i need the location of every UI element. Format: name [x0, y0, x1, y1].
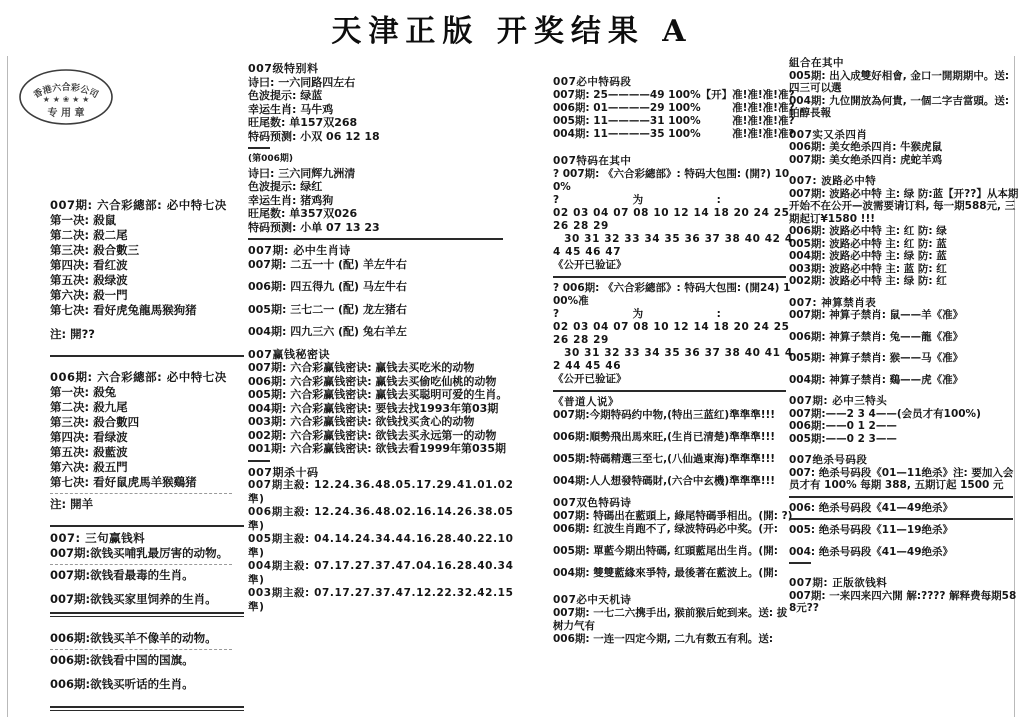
text-line: 007期: 美女绝杀四肖: 虎蛇羊鸡	[789, 153, 943, 166]
text-line: 006期: 波路必中特 主: 红 防: 绿	[789, 225, 947, 237]
text-line: 30 31 32 33 34 35 36 37 38 40 41 42 44 45 46	[553, 347, 793, 372]
text-line: 007期: 六合彩總部: 必中特七决	[50, 198, 227, 212]
text-line: 007: 绝杀号码段《01—11绝杀》注: 要加入会员才有 100% 每期 388, 五期订起 1500 元	[789, 466, 1014, 491]
text-line: 007期: 必中生肖诗	[248, 244, 351, 257]
text-line: 006期: 神算子禁肖: 兔——龍《准》	[789, 330, 964, 343]
divider	[50, 525, 244, 527]
text-line: 007期: 一来四来四六開 解:???? 解释费每期588元??	[789, 589, 1017, 614]
spacer	[50, 692, 252, 701]
text-line: 色波提示: 绿红	[248, 180, 323, 193]
page-border-line	[7, 56, 8, 717]
text-line: 007期:欲钱看最毒的生肖。	[50, 568, 194, 582]
text-line: 幸运生肖: 猪鸡狗	[248, 193, 334, 207]
divider	[248, 147, 270, 149]
text-line: 007: 三句赢钱料	[50, 531, 146, 545]
text-line: 006期:欲钱买听话的生肖。	[50, 677, 194, 691]
text-line: 006期: 01————29 100% 准!准!准!准?	[553, 102, 795, 114]
text-line: 006期: 一连一四定今期, 二九有数五有利。送:	[553, 633, 774, 645]
spacer	[553, 141, 796, 155]
text-line: 004: 绝杀号码段《41—49绝杀》	[789, 545, 953, 558]
text-line: 第五决: 殺藍波	[50, 445, 128, 459]
spacer	[553, 558, 796, 567]
spacer	[248, 339, 514, 348]
text-line: 004期: 神算子禁肖: 鷄——虎《准》	[789, 373, 964, 386]
seal-stars: ★ ★ ❀ ★ ★	[42, 95, 90, 104]
spacer	[789, 568, 1022, 577]
spacer	[50, 622, 252, 631]
text-line: 006期: 六合彩總部: 必中特七决	[50, 370, 227, 384]
text-line: 006期: 美女绝杀四肖: 牛猴虎鼠	[789, 141, 943, 153]
text-line: 注: 開羊	[50, 497, 94, 511]
text-line: 006期:順勢飛出馬來旺,(生肖已清楚)準準準!!!	[553, 431, 776, 443]
text-line: 第三决: 殺合數四	[50, 415, 140, 429]
text-line: 007期:欲钱买家里饲养的生肖。	[50, 592, 217, 606]
text-line: 006期: 四五得九 (配) 马左牛右	[248, 280, 407, 293]
spacer	[248, 271, 514, 280]
spacer	[789, 445, 1022, 454]
column-combos	[789, 57, 1022, 615]
text-line: 注: 開??	[50, 327, 95, 341]
text-line: 004期主殺: 07.17.27.37.47.04.16.28.40.34 準)	[248, 560, 514, 586]
text-line: 第二决: 殺九尾	[50, 400, 128, 414]
text-line: 特码预测: 小单 07 13 23	[248, 220, 380, 234]
divider	[789, 496, 1013, 498]
text-line: 002期: 六合彩赢钱密诀: 欲钱去买永远第一的动物	[248, 428, 497, 442]
spacer	[50, 512, 252, 521]
text-line: 第七决: 看好虎兔龍馬猴狗猪	[50, 303, 197, 317]
divider	[50, 493, 232, 494]
text-line: 006: 绝杀号码段《41—49绝杀》	[789, 501, 953, 514]
text-line: 特码预测: 小双 06 12 18	[248, 129, 380, 143]
text-line: 007期: 神算子禁肖: 鼠——羊《准》	[789, 309, 964, 321]
text-line: 005期: 單藍今期出特碼, 红頭藍尾出生肖。(開:	[553, 545, 778, 557]
text-line: 《公开已验证》	[553, 259, 627, 271]
text-line: 005: 绝杀号码段《11—19绝杀》	[789, 524, 953, 536]
divider	[50, 612, 244, 617]
text-line: 004期: 六合彩赢钱密诀: 要钱去找1993年第03期	[248, 401, 499, 415]
text-line: 幸运生肖: 马牛鸡	[248, 102, 334, 116]
divider	[50, 564, 232, 565]
spacer	[50, 318, 252, 327]
spacer	[553, 580, 796, 594]
text-line: 007绝杀号码段	[789, 454, 868, 466]
text-line: 《公开已验证》	[553, 373, 627, 385]
text-line: 006期:——0 1 2——	[789, 420, 897, 432]
divider	[248, 238, 503, 240]
text-line: 第二决: 殺二尾	[50, 228, 128, 242]
text-line: 007期杀十码	[248, 465, 319, 479]
text-line: 007期: 二五一十 (配) 羊左牛右	[248, 257, 407, 271]
spacer	[789, 166, 1022, 175]
spacer	[789, 288, 1022, 297]
text-line: ? 为 :	[553, 194, 721, 206]
column-special-tips	[248, 62, 514, 614]
divider	[789, 562, 811, 564]
spacer	[553, 444, 796, 453]
text-line: 30 31 32 33 34 35 36 37 38 40 42 44 45 46 47	[553, 233, 793, 258]
text-line: 005期: 波路必中特 主: 红 防: 蓝	[789, 237, 947, 250]
text-line: 诗曰: 一六同路四左右	[248, 75, 356, 89]
text-line: 第五决: 殺绿波	[50, 273, 128, 287]
spacer	[789, 386, 1022, 395]
spacer	[789, 343, 1022, 352]
spacer	[248, 316, 514, 325]
spacer	[553, 536, 796, 545]
text-line: 004期: 九位開放為何貴, 一個二字吉當頭。送: 帕醇長報	[789, 94, 1010, 119]
text-line: 第一决: 殺兔	[50, 385, 117, 399]
spacer	[789, 120, 1022, 129]
text-line: 007级特别料	[248, 62, 319, 75]
text-line: 007期: 六合彩赢钱密诀: 赢钱去买吃米的动物	[248, 361, 475, 374]
text-line: 第四决: 看红波	[50, 258, 128, 272]
text-line: 005期:——0 2 3——	[789, 432, 897, 445]
text-line: 第六决: 殺一門	[50, 288, 128, 302]
text-line: 005期:特碼精選三至七,(八仙過東海)準準準!!!	[553, 453, 776, 465]
spacer	[789, 322, 1022, 331]
spacer	[789, 537, 1022, 546]
text-line: 007实又杀四肖	[789, 128, 868, 141]
text-line: 007期: 正版欲钱料	[789, 577, 888, 589]
text-line: 007期: 波路必中特 主: 绿 防:蓝【开??】从本期开始不在公开—波需要请订料, 每一期588元, 三期起订¥1580 !!!	[789, 187, 1019, 225]
text-line: 第六决: 殺五門	[50, 460, 128, 474]
text-line: 005期: 出入成雙好相會, 金口一開期期中。送: 四三可以選	[789, 69, 1010, 94]
text-line: 005期: 三七二一 (配) 龙左猪右	[248, 302, 407, 316]
divider	[50, 706, 244, 711]
text-line: 005期: 11————31 100% 准!准!准!准?	[553, 115, 795, 127]
text-line: 007期: 必中三特头	[789, 395, 888, 407]
text-line: 旺尾数: 单157双268	[248, 116, 358, 129]
spacer	[553, 466, 796, 475]
spacer	[50, 361, 252, 370]
text-line: 007期:今期特码约中物,(特出三蓝红)準準準!!!	[553, 409, 776, 421]
text-line: 005期主殺: 04.14.24.34.44.16.28.40.22.10 準)	[248, 533, 514, 559]
text-line: 004期:人人想發特碼財,(六合中玄機)準準準!!!	[553, 475, 776, 487]
spacer	[248, 294, 514, 303]
text-line: 006期主殺: 12.24.36.48.02.16.14.26.38.05 準)	[248, 506, 514, 532]
spacer	[50, 668, 252, 677]
company-seal	[16, 66, 116, 128]
spacer	[789, 365, 1022, 374]
text-line: 02 03 04 07 08 10 12 14 18 20 24 25 26 28 29	[553, 321, 790, 346]
text-line: 第七决: 看好鼠虎馬羊猴鷄猪	[50, 475, 197, 489]
text-line: 007赢钱秘密诀	[248, 347, 330, 361]
text-line: 007期主殺: 12.24.36.48.05.17.29.41.01.02 準)	[248, 479, 514, 505]
text-line: ? 007期: 《六合彩總部》: 特码大包围: (開?) 100%	[553, 168, 790, 193]
divider	[50, 355, 244, 357]
spacer	[50, 342, 252, 351]
text-line: 004期: 四九三六 (配) 兔右羊左	[248, 325, 407, 338]
text-line: 007: 神算禁肖表	[789, 296, 877, 309]
text-line: 004期: 波路必中特 主: 绿 防: 蓝	[789, 250, 947, 262]
text-line: 組合在其中	[789, 57, 844, 69]
text-line: 007期:——2 3 4——(会员才有100%)	[789, 407, 981, 420]
text-line: 006期: 六合彩赢钱密诀: 赢钱去买偷吃仙桃的动物	[248, 374, 497, 388]
text-line: (第006期)	[248, 154, 294, 164]
text-line: 003期: 六合彩赢钱密诀: 欲钱找买贪心的动物	[248, 415, 475, 428]
text-line: 第一决: 殺鼠	[50, 213, 117, 227]
text-line: 001期: 六合彩赢钱密诀: 欲钱去看1999年第035期	[248, 442, 506, 455]
text-line: 007期: 一七二六携手出, 猴前猴后蛇到来。送: 拔树力气有	[553, 607, 788, 632]
seal-bottom-text: 专 用 章	[47, 108, 85, 119]
text-line: ? 006期: 《六合彩總部》: 特码大包围: (開24) 100%准	[553, 282, 791, 307]
divider	[553, 390, 786, 392]
text-line: 第四决: 看绿波	[50, 430, 128, 444]
text-line: 色波提示: 绿蓝	[248, 89, 323, 102]
text-line: 004期: 11————35 100% 准!准!准!准?	[553, 128, 795, 140]
column-seven-kills	[50, 198, 252, 716]
text-line: 007必中特码段	[553, 76, 632, 88]
text-line: ? 为 :	[553, 308, 721, 320]
text-line: 002期: 波路必中特 主: 绿 防: 红	[789, 275, 947, 287]
divider	[50, 649, 232, 650]
text-line: 004期: 雙雙藍緣來爭特, 最後著在藍波上。(開:	[553, 567, 778, 579]
divider	[553, 276, 786, 278]
text-line: 006期:欲钱买羊不像羊的动物。	[50, 631, 217, 645]
text-line: 007双色特码诗	[553, 497, 632, 509]
text-line: 007期: 25————49 100%【开】准!准!准!准?	[553, 89, 795, 101]
spacer	[553, 422, 796, 431]
text-line: 《普道人说》	[553, 396, 619, 408]
spacer	[50, 583, 252, 592]
text-line: 007期: 特碼出在藍頭上, 綠尾特碼爭相出。(開: ?)	[553, 510, 793, 522]
text-line: 003期主殺: 07.17.27.37.47.12.22.32.42.15 準)	[248, 587, 514, 613]
divider	[789, 518, 1013, 520]
text-line: 诗曰: 三六同辉九洲清	[248, 166, 356, 180]
text-line: 005期: 六合彩赢钱密诀: 赢钱去买聪明可爱的生肖。	[248, 388, 508, 401]
column-number-ranges	[553, 76, 796, 646]
text-line: 02 03 04 07 08 10 12 14 18 20 24 25 26 28 29	[553, 207, 790, 232]
text-line: 007必中天机诗	[553, 594, 632, 606]
text-line: 旺尾数: 单357双026	[248, 207, 358, 220]
text-line: 003期: 波路必中特 主: 蓝 防: 红	[789, 262, 947, 275]
text-line: 第三决: 殺合數三	[50, 243, 140, 257]
text-line: 006期: 红波生肖跑不了, 绿波特码必中奖。(开:	[553, 523, 778, 535]
text-line: 007: 波路必中特	[789, 175, 877, 187]
divider	[248, 460, 270, 462]
text-line: 006期:欲钱看中国的国旗。	[50, 653, 194, 667]
text-line: 007特码在其中	[553, 155, 632, 167]
seal-arc-text: 香港六合彩公司	[32, 83, 100, 101]
page-title: 天津正版 开奖结果 A	[331, 14, 693, 49]
text-line: 005期: 神算子禁肖: 猴——马《准》	[789, 352, 964, 364]
spacer	[553, 488, 796, 497]
text-line: 007期:欲钱买哺乳最厉害的动物。	[50, 546, 229, 560]
